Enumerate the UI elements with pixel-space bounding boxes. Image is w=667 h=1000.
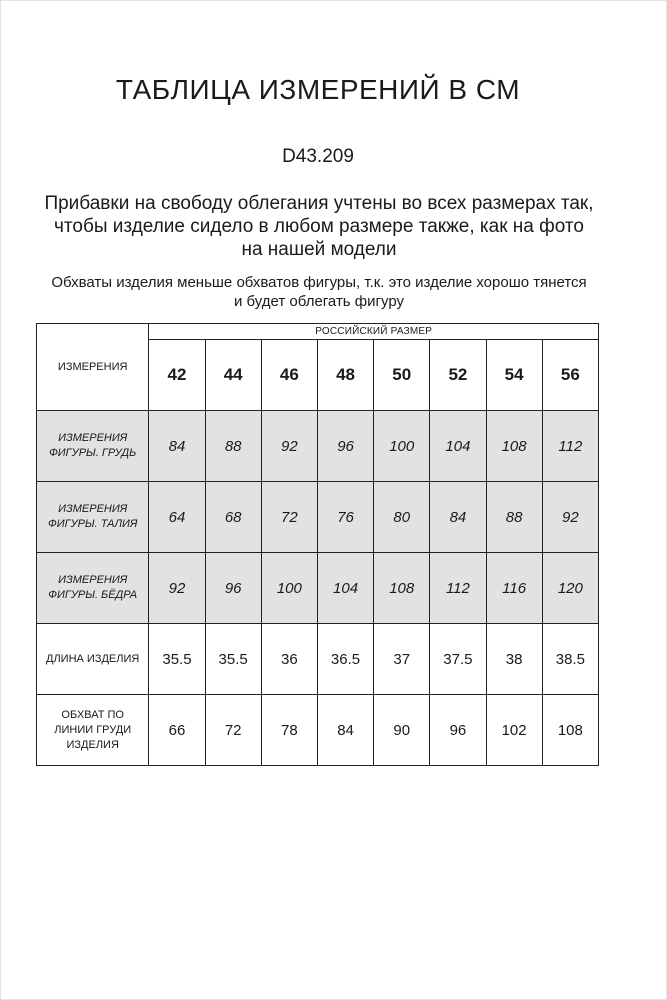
fit-note-line: на нашей модели — [241, 239, 397, 260]
table-cell: 76 — [317, 482, 373, 553]
table-row-bust — [37, 411, 599, 482]
row-label-line: ИЗМЕРЕНИЯ — [58, 503, 128, 515]
row-label-line: ДЛИНА ИЗДЕЛИЯ — [46, 652, 140, 665]
row-label-line: ОБХВАТ ПО — [61, 708, 124, 721]
fit-note-line: Прибавки на свободу облегания учтены во всех размерах так, — [44, 193, 594, 214]
row-label-line: ИЗМЕРЕНИЯ — [58, 432, 128, 444]
size-column-header: 54 — [486, 340, 542, 411]
table-cell: 88 — [486, 482, 542, 553]
table-cell: 84 — [149, 411, 205, 482]
table-cell: 80 — [374, 482, 430, 553]
table-row-waist — [37, 482, 599, 553]
table-cell: 37 — [374, 624, 430, 695]
size-column-header: 46 — [261, 340, 317, 411]
page-title: ТАБЛИЦА ИЗМЕРЕНИЙ В СМ — [115, 74, 521, 105]
table-cell: 90 — [374, 695, 430, 766]
table-cell: 112 — [542, 411, 598, 482]
table-cell: 66 — [149, 695, 205, 766]
table-cell: 108 — [542, 695, 598, 766]
size-column-header: 52 — [430, 340, 486, 411]
table-cell: 104 — [317, 553, 373, 624]
stretch-note-line: Обхваты изделия меньше обхватов фигуры, т.к. это изделие хорошо тянется — [51, 274, 587, 291]
size-column-header: 44 — [205, 340, 261, 411]
row-label — [37, 695, 149, 766]
table-cell: 100 — [374, 411, 430, 482]
table-cell: 92 — [149, 553, 205, 624]
table-row-garment-bust — [37, 695, 599, 766]
table-cell: 96 — [430, 695, 486, 766]
table-cell: 84 — [430, 482, 486, 553]
table-row-length — [37, 624, 599, 695]
table-cell: 96 — [317, 411, 373, 482]
row-label — [37, 482, 149, 553]
russian-size-header: РОССИЙСКИЙ РАЗМЕР — [149, 324, 599, 340]
table-cell: 88 — [205, 411, 261, 482]
table-cell: 92 — [261, 411, 317, 482]
row-label-line: ФИГУРЫ. БЁДРА — [48, 589, 138, 601]
fit-note — [24, 192, 614, 261]
fit-note-line: чтобы изделие сидело в любом размере также, как на фото — [54, 216, 584, 237]
table-cell: 78 — [261, 695, 317, 766]
size-column-header: 56 — [542, 340, 598, 411]
table-cell: 112 — [430, 553, 486, 624]
table-cell: 84 — [317, 695, 373, 766]
table-row-hips — [37, 553, 599, 624]
size-column-header: 48 — [317, 340, 373, 411]
table-cell: 100 — [261, 553, 317, 624]
row-label — [37, 411, 149, 482]
table-cell: 72 — [261, 482, 317, 553]
table-cell: 92 — [542, 482, 598, 553]
table-cell: 96 — [205, 553, 261, 624]
table-header-row — [37, 324, 599, 340]
size-column-header: 50 — [374, 340, 430, 411]
size-column-header: 42 — [149, 340, 205, 411]
row-label — [37, 553, 149, 624]
table-cell: 104 — [430, 411, 486, 482]
table-cell: 37.5 — [430, 624, 486, 695]
size-table — [36, 323, 599, 766]
stretch-note — [24, 273, 614, 311]
table-cell: 36 — [261, 624, 317, 695]
table-cell: 102 — [486, 695, 542, 766]
stretch-note-line: и будет облегать фигуру — [233, 293, 404, 310]
article-number: D43.209 — [282, 146, 354, 167]
table-cell: 35.5 — [205, 624, 261, 695]
table-cell: 116 — [486, 553, 542, 624]
row-label-line: ИЗМЕРЕНИЯ — [58, 574, 128, 586]
table-cell: 120 — [542, 553, 598, 624]
table-cell: 68 — [205, 482, 261, 553]
row-label-line: ФИГУРЫ. ГРУДЬ — [49, 447, 137, 459]
measurements-header: ИЗМЕРЕНИЯ — [37, 324, 149, 411]
table-cell: 64 — [149, 482, 205, 553]
row-label-line: ЛИНИИ ГРУДИ — [54, 723, 132, 736]
table-cell: 36.5 — [317, 624, 373, 695]
row-label-line: ФИГУРЫ. ТАЛИЯ — [47, 518, 138, 530]
table-cell: 108 — [374, 553, 430, 624]
table-cell: 38.5 — [542, 624, 598, 695]
table-cell: 72 — [205, 695, 261, 766]
row-label — [37, 624, 149, 695]
table-cell: 35.5 — [149, 624, 205, 695]
row-label-line: ИЗДЕЛИЯ — [66, 738, 119, 751]
table-cell: 38 — [486, 624, 542, 695]
table-cell: 108 — [486, 411, 542, 482]
